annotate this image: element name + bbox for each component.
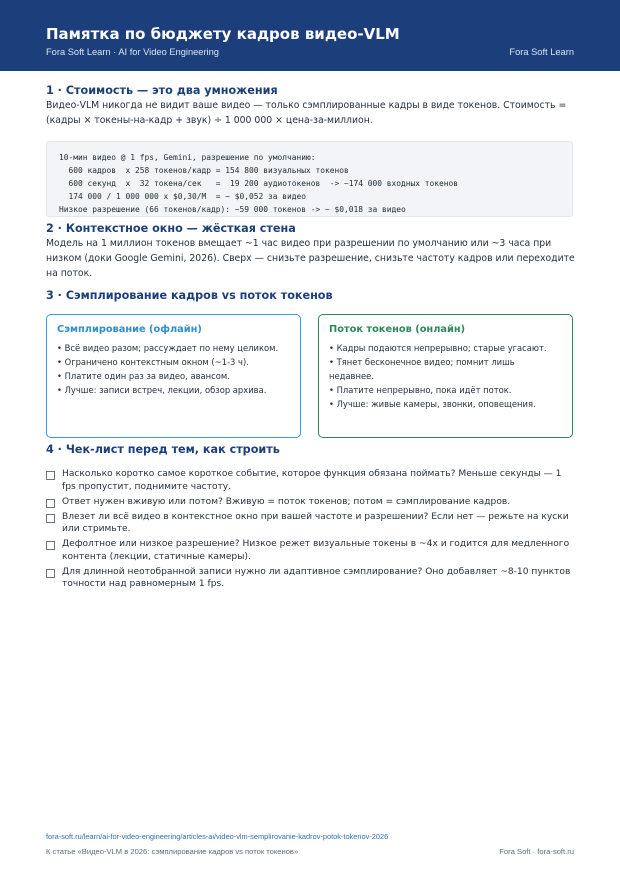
list-item: • Платите один раз за видео, авансом. bbox=[57, 371, 230, 381]
list-item: • Лучше: записи встреч, лекции, обзор архива. bbox=[57, 385, 267, 395]
checkbox[interactable] bbox=[46, 541, 55, 550]
checklist-item-text: Ответ нужен вживую или потом? Вживую = поток токенов; потом = сэмплирование кадров. bbox=[62, 496, 511, 507]
article-link[interactable]: fora-soft.ru/learn/ai-for-video-engineering/articles-ai/video-vlm-semplirovanie-kadrov-potok-tokenov-2026 bbox=[46, 832, 389, 841]
checklist-item-text: Насколько коротко самое короткое событие, которое функция обязана поймать? Меньше секунды — 1 fps пропустит, поднимите частоту. bbox=[62, 469, 562, 492]
list-item: • Платите непрерывно, пока идёт поток. bbox=[329, 385, 512, 395]
footer-article-reference: К статье «Видео-VLM в 2026: сэмплирование кадров vs поток токенов» bbox=[46, 847, 299, 856]
checklist-item-text: Влезет ли всё видео в контекстное окно при вашей частоте и разрешении? Если нет — режьте на куски или стримьте. bbox=[62, 511, 569, 534]
list-item: • Лучше: живые камеры, звонки, оповещения. bbox=[329, 399, 536, 409]
checklist-item bbox=[46, 468, 576, 493]
online-card bbox=[318, 314, 573, 438]
code-line: Низкое разрешение (66 токенов/кадр): ~59 000 токенов -> ~ $0,018 за видео bbox=[59, 205, 406, 214]
checkbox[interactable] bbox=[46, 499, 55, 508]
offline-card-title: Сэмплирование (офлайн) bbox=[57, 324, 202, 335]
checkbox[interactable] bbox=[46, 569, 55, 578]
checklist bbox=[46, 468, 576, 593]
checkbox[interactable] bbox=[46, 471, 55, 480]
code-line: 600 кадров x 258 токенов/кадр = 154 800 визуальных токенов bbox=[59, 166, 349, 175]
list-item: • Кадры подаются непрерывно; старые угасают. bbox=[329, 343, 547, 353]
code-line: 600 секунд x 32 токена/сек = 19 200 аудиотокенов -> ~174 000 входных токенов bbox=[59, 179, 459, 188]
header-subtitle: Fora Soft Learn · AI for Video Engineering bbox=[46, 47, 219, 57]
online-list bbox=[329, 341, 562, 411]
offline-card bbox=[46, 314, 301, 438]
section-context-heading: 2 · Контекстное окно — жёсткая стена bbox=[46, 222, 296, 235]
header-brand: Fora Soft Learn bbox=[509, 47, 574, 57]
code-line: 174 000 / 1 000 000 x $0,30/M = ~ $0,052 за видео bbox=[59, 192, 307, 201]
footer-brand: Fora Soft · fora-soft.ru bbox=[499, 847, 574, 856]
page-header bbox=[0, 0, 620, 71]
section-compare-heading: 3 · Сэмплирование кадров vs поток токенов bbox=[46, 289, 333, 302]
section-context-text: Модель на 1 миллион токенов вмещает ~1 час видео при разрешении по умолчанию или ~3 часа при низком (доки Google Gemini, 2026). Сверх — снизьте разрешение, снизьте частоту кадров или переходите на поток. bbox=[46, 238, 575, 279]
checklist-item bbox=[46, 538, 576, 563]
section-checklist-heading: 4 · Чек-лист перед тем, как строить bbox=[46, 443, 280, 456]
code-line: 10-мин видео @ 1 fps, Gemini, разрешение по умолчанию: bbox=[59, 153, 316, 162]
offline-list bbox=[57, 341, 290, 397]
cost-code-block bbox=[46, 141, 573, 217]
checklist-item-text: Для длинной неотобранной записи нужно ли адаптивное сэмплирование? Оно добавляет ~8-10 пунктов точности над равномерным 1 fps. bbox=[62, 566, 571, 589]
page-title: Памятка по бюджету кадров видео-VLM bbox=[46, 25, 400, 43]
section-cost-heading: 1 · Стоимость — это два умножения bbox=[46, 84, 278, 97]
checklist-item-text: Дефолтное или низкое разрешение? Низкое режет визуальные токены в ~4x и годится для медленного контента (лекции, статичные камеры). bbox=[62, 539, 570, 562]
section-cost-text: Видео-VLM никогда не видит ваше видео — только сэмплированные кадры в виде токенов. Стоимость = (кадры × токены-на-кадр + звук) ÷ 1 000 000 × цена-за-миллион. bbox=[46, 100, 567, 126]
online-card-title: Поток токенов (онлайн) bbox=[329, 324, 466, 335]
list-item: • Ограничено контекстным окном (~1-3 ч). bbox=[57, 357, 249, 367]
checklist-item bbox=[46, 566, 576, 591]
checklist-item bbox=[46, 511, 576, 536]
list-item: • Тянет бесконечное видео; помнит лишь недавнее. bbox=[329, 357, 515, 381]
checkbox[interactable] bbox=[46, 514, 55, 523]
checklist-item bbox=[46, 496, 576, 509]
list-item: • Всё видео разом; рассуждает по нему целиком. bbox=[57, 343, 279, 353]
